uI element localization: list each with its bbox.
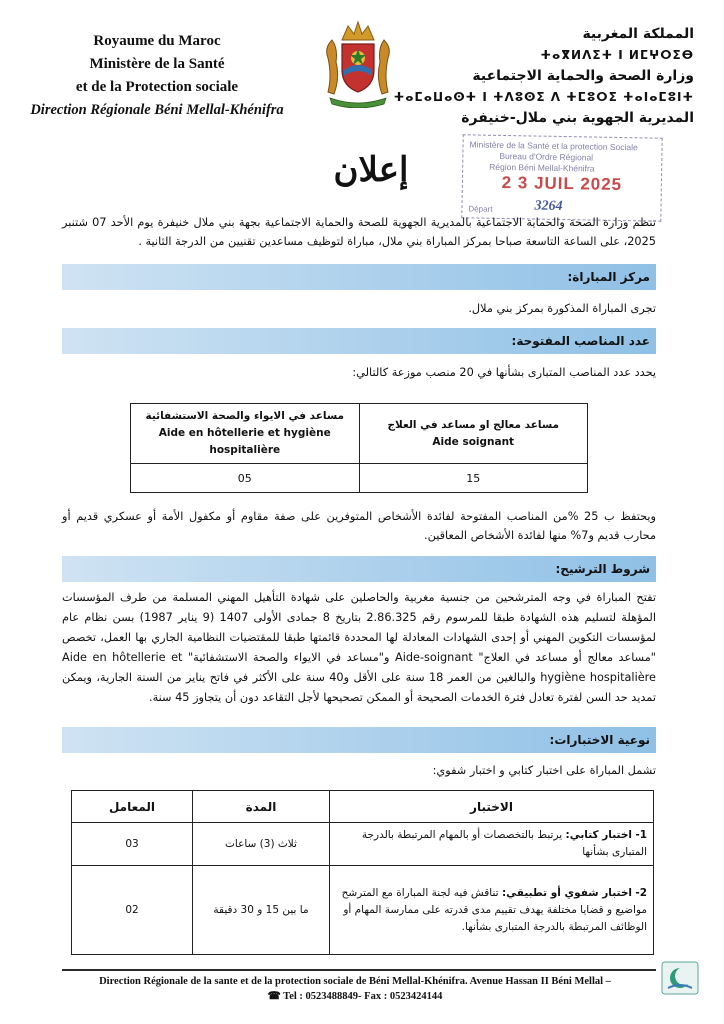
header-tifinagh-line: ⵜⴰⴳⵍⴷⵉⵜ ⵏ ⵍⵎⵖⵔⵉⴱ: [540, 48, 694, 62]
posts-count-soignant: 15: [359, 464, 588, 493]
tests-header-test: الاختبار: [330, 791, 654, 823]
posts-col-hotellerie: [131, 404, 360, 464]
page-title: إعلان: [333, 150, 409, 190]
posts-col-fr: Aide en hôtellerie et hygiène hospitalière: [158, 427, 331, 456]
posts-count-hotellerie: 05: [131, 464, 360, 493]
tests-desc-written: [330, 823, 654, 866]
tests-text: تشمل المباراة على اختبار كتابي و اختبار شفوي:: [432, 764, 656, 777]
tests-coef: 02: [72, 866, 193, 955]
tests-desc-oral: [330, 866, 654, 955]
header-fr-line: Direction Régionale Béni Mellal-Khénifra: [30, 102, 284, 118]
tests-header-duration: المدة: [193, 791, 330, 823]
tests-coef: 03: [72, 823, 193, 866]
tests-name: اختبار كتابي:: [565, 829, 632, 841]
footer-divider: [62, 969, 656, 971]
conditions-text: تفتح المباراة في وجه المترشحين من جنسية مغربية والحاصلين على شهادة التأهيل المهني المسلمة من طرف المؤسسات المؤهلة لتسليم هذه الشهادة طبقا للمرسوم رقم 2.86.325 بتاريخ 8 جمادى الأولى 1407 (9 يناير 1987) بسن نظام عام لمؤسسات التكوين المهني أو إحدى الشهادات المعادلة لها المحددة قائمتها طبقا للمقتضيات النظامية الجاري بها العمل، تخصص "مساعد معالج أو مساعد في العلاج" Aide-soignant و"مساعد في الايواء والصحة الاستشفائية" Aide en hôtellerie et hygiène hospitalière والبالغين من العمر 18 سنة على الأقل و40 سنة على الأكثر في فاتح يناير من السنة الجارية، ويمكن تمديد حد السن لفترة تعادل فترة الخدمات الصحيحة أو الممكن تصحيحها لأجل التقاعد دون أن يتجاوز 45 سنة.: [62, 591, 657, 704]
stamp-line: Ministère de la Santé et la protection Sociale: [469, 139, 638, 153]
stamp-date: 2 3 JUIL 2025: [501, 172, 623, 195]
posts-col-ar: مساعد معالج او مساعد في العلاج: [387, 418, 560, 431]
posts-col-soignant: [359, 404, 588, 464]
center-text: تجرى المباراة المذكورة بمركز بني ملال.: [468, 302, 656, 315]
header-ar-line: وزارة الصحة والحماية الاجتماعية: [472, 68, 694, 84]
tests-duration: ثلاث (3) ساعات: [193, 823, 330, 866]
header-french: [22, 30, 292, 122]
footer: [40, 974, 670, 1004]
tests-duration: ما بين 15 و 30 دقيقة: [193, 866, 330, 955]
footer-address: Direction Régionale de la sante et de la protection sociale de Béni Mellal-Khénifra. Avenue Hassan II Béni Mellal –: [99, 976, 611, 987]
ministry-logo-icon: [660, 960, 700, 996]
tests-num: 1-: [635, 829, 647, 841]
intro-paragraph: تنظم وزارة الصحة والحماية الاجتماعية بالمديرية الجهوية للصحة والحماية الاجتماعية بجهة بني ملال خنيفرة يوم الأحد 07 شتنبر 2025، على الساعة التاسعة صباحا بمركز المباراة بني ملال، مباراة لتوظيف مساعدين تقنيين من الدرجة الثانية .: [62, 216, 656, 248]
tests-header-coef: المعامل: [72, 791, 193, 823]
posts-text: يحدد عدد المناصب المتبارى بشأنها في 20 منصب موزعة كالتالي:: [352, 366, 656, 379]
header-ar-line: المملكة المغربية: [582, 26, 694, 42]
header-ar-line: المديرية الجهوية بني ملال-خنيفرة: [461, 110, 694, 126]
footer-contact: ☎ Tel : 0523488849- Fax : 0523424144: [267, 991, 443, 1002]
header-fr-line: Ministère de la Santé: [89, 56, 225, 72]
tests-desc: تناقش فيه لجنة المباراة مع المترشح مواضيع و قضايا مختلفة يهدف تقييم مدى قدرته على ممارسة المهام أو الوظائف المرتبطة بالدرجة المتبارى بشأنها.: [341, 886, 647, 933]
section-bar-conditions: شروط الترشيح:: [62, 556, 656, 582]
header-arabic: [393, 24, 694, 129]
posts-col-ar: مساعد في الايواء والصحة الاستشفائية: [145, 410, 345, 422]
tests-name: اختبار شفوي أو تطبيقي:: [501, 886, 632, 899]
section-bar-center: مركز المباراة:: [62, 264, 656, 290]
posts-col-fr: Aide soignant: [432, 435, 515, 448]
coat-of-arms-icon: [322, 18, 394, 108]
reserve-text: ويحتفظ ب 25 %من المناصب المفتوحة لفائدة الأشخاص المتوفرين على صفة مقاوم أو مكفول الأمة أو عسكري قديم أو محارب قديم و7% منها لفائدة الأشخاص المعاقين.: [62, 510, 656, 542]
section-bar-posts: عدد المناصب المفتوحة:: [62, 328, 656, 354]
header-fr-line: Royaume du Maroc: [93, 33, 221, 49]
tests-num: 2-: [635, 886, 647, 899]
posts-table: [130, 403, 588, 493]
stamp-depart-label: Départ: [468, 204, 493, 214]
stamp-number: 3264: [534, 198, 563, 215]
tests-desc: يرتبط بالتخصصات أو بالمهام المرتبطة بالدرجة المتبارى بشأنها: [361, 829, 647, 858]
header-fr-line: et de la Protection sociale: [75, 79, 239, 95]
header-tifinagh-line: ⵜⴰⵎⴰⵡⴰⵙⵜ ⵏ ⵜⴷⵓⵙⵉ ⴷ ⵜⵎⵓⵔⵉ ⵜⴰⵏⴰⵎⵓⵏⵜ: [393, 90, 694, 104]
tests-table: [71, 790, 654, 955]
stamp-line: Bureau d'Ordre Régional: [499, 150, 594, 163]
reception-stamp: [461, 134, 662, 221]
stamp-line: Région Béni Mellal-Khénifra: [489, 161, 595, 174]
section-bar-tests: نوعية الاختبارات:: [62, 727, 656, 753]
